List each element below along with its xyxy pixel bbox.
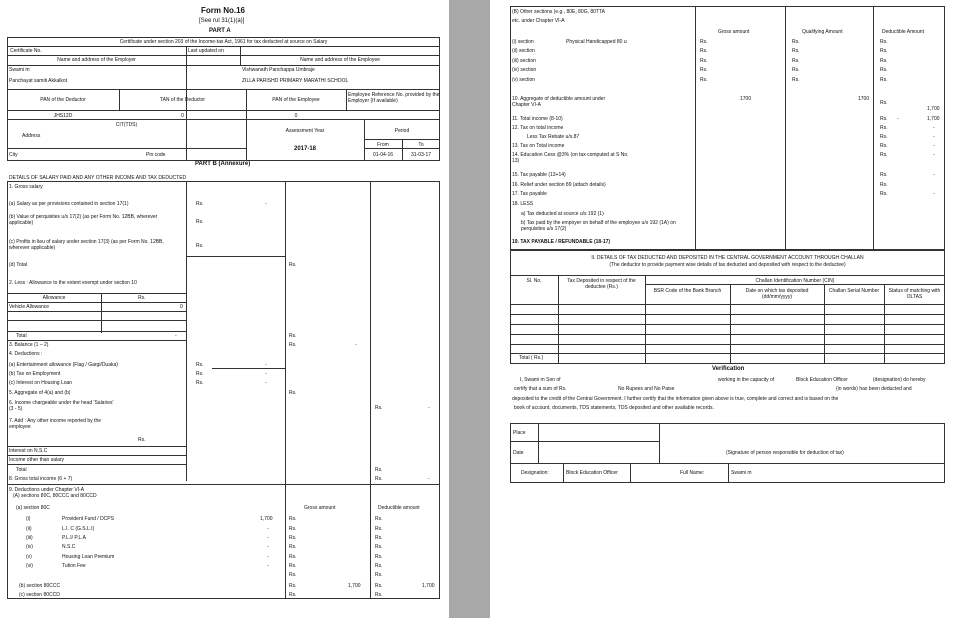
designation-label: Designation: — [521, 470, 549, 476]
tax-rebate-label: Less Tax Rebate u/s.87 — [527, 134, 580, 140]
gross-amount-col: Gross amount — [304, 505, 336, 511]
sec80ccc-label: (b) section 80CCC — [19, 583, 61, 589]
add-other-label: 7. Add : Any other income reported by the employee — [9, 418, 102, 430]
c-item-value: - — [267, 544, 269, 550]
tan-deductor-label: TAN of the Deductor — [159, 97, 206, 103]
deductible-amount-col: Deductible Amount — [882, 29, 924, 35]
c-item-number: (vi) — [26, 563, 33, 569]
c-item-rs: Rs. — [289, 526, 297, 532]
c-item-value: - — [267, 563, 269, 569]
gross-amount-col: Gross amount — [718, 29, 750, 35]
entertainment-label: (a) Entertainment allowance (Flag / Gargi/Duaka) — [9, 362, 118, 368]
section-ded-rs: Rs. — [880, 48, 888, 54]
form-rule: [See rul 31(1)(a)] — [199, 18, 245, 24]
c-item-label: L.I. C (G.S.L.I) — [62, 526, 95, 532]
emp-ref-label: Employee Reference No. provided by the Employer (If available) — [348, 92, 440, 104]
pincode-label: Pin code — [146, 152, 166, 158]
c-item-number: (i) — [26, 516, 31, 522]
c-item-rs: Rs. — [289, 516, 297, 522]
other-income-label: Income other than salary — [9, 457, 65, 463]
c-item-rs: Rs. — [289, 544, 297, 550]
designation-value: Block Education Officer — [566, 470, 618, 476]
from-value: 01-04-16 — [372, 152, 393, 158]
employee-name: Vishwanath Panchappa Umbraje — [242, 67, 315, 73]
verification-heading: Verification — [712, 366, 745, 372]
total-income-11: 11. Total income (8-10) — [512, 116, 563, 122]
tax-total-12: 12. Tax on total income — [512, 125, 564, 131]
c-item-ded-rs: Rs. — [375, 544, 383, 550]
aggregate-label: 5. Aggregate of 4(a) and (b) — [9, 390, 71, 396]
address-label: Address — [22, 133, 41, 139]
c-item-value: - — [267, 526, 269, 532]
section-number: (iii) section — [512, 58, 536, 64]
employer-header: Name and address of the Employer — [57, 57, 136, 63]
form-page-2: (B) Other sections (e.g., 80E, 80G, 80TTA etc. under Chapter VI-A Gross amount Qualifying Amount Deductible Amount (i) section Physical Handicapped 80 u Rs. Rs. Rs. (ii) section Rs. Rs. Rs. (iii) section Rs. Rs. Rs. (iv) section Rs. Rs. Rs. (v) section Rs. Rs. Rs. 10. Aggregate of deductible amount under Chapter VI-A 1700 1700 Rs. 1,700 11. Total income (8-10) Rs. - 1,700 12. Tax on total income Rs. - Less Tax Rebate u/s.87 Rs. - 13. Tax on Total income Rs. - 14. Education Cess @3% (on tax computed at S No. 13) Rs. - 15. Tax payable (13+14) Rs. - 16. Relief under section 89 (attach details) Rs. 17. Tax payable Rs. - 18. LESS a) Tax deducted at source u/s 192 (1) b) Tax paid by the empoyer on behalf of the employee u/s 192 (1A) on perquisites u/s 17(2) 19. TAX PAYABLE / REFUNDABLE (18-17) II. DETAILS OF TAX DEDUCTED AND DEPOSITED IN THE CENTRAL GOVERNMENT ACCOUNT THROUGH CHALLAN (The deductor to provide payment wise details of tax deducted and deposited with respect to the deductee) Sl. No. Tax Deposited in respect of the deductee (Rs.) Challan Identification Number (CIN) BSR Code of the Bank Branch Date on which tax deposited (dd/mm/yyyy) Challan Serial Number Status of matching with OLTAS Total ( Rs.) Verification I, Swami m Son of working in the capacity of Block Education Officer (designation) do hereby certify that a sum of Rs. No Rupees and No Paise (in words) has been deducted and deposited to the credit of the Central Government. I further certify that the information given above is true, complete and correct and is based on the book of account, documents, TDS statements, TDS deposited and other available records. Place Date (Signature of person responsible for deduction of tax) Designation: Block Education Officer Full Name: Swami m — [490, 0, 959, 618]
c-item-number: (iv) — [26, 544, 33, 550]
employer-address: Panchayat samiti Akkalkot — [9, 78, 68, 84]
allowance-col: Allowance — [42, 295, 66, 301]
form-title: Form No.16 — [201, 6, 246, 15]
section-ded-rs: Rs. — [880, 39, 888, 45]
ded-chapter-label: 9. Deductions under Chapter VI-A — [9, 487, 85, 493]
details-heading: DETAILS OF SALARY PAID AND ANY OTHER INCOME AND TAX DEDUCTED — [9, 175, 187, 181]
income-head-label: 6. Income chargeable under the head 'Salaries' (3 - 5) — [9, 400, 114, 412]
section-gross-rs: Rs. — [700, 58, 708, 64]
salary-171-label: (a) Salary as per provisions contained in section 17(1) — [9, 201, 129, 207]
vehicle-allowance: Vehicle Allowance — [9, 304, 50, 310]
cert-title: Certificate under section 203 of the Income-tax Act, 1961 for tax deducted at source on Salary — [119, 39, 328, 45]
part-b-label: PART B (Annexure) — [195, 161, 251, 167]
place-label: Place — [513, 430, 526, 436]
c-item-ded-rs: Rs. — [375, 535, 383, 541]
c-item-ded-rs: Rs. — [375, 554, 383, 560]
pan-employee-label: PAN of the Employee — [272, 97, 320, 103]
vehicle-value: 0 — [180, 304, 183, 310]
cit-label: CIT(TDS) — [115, 122, 138, 128]
c-item-rs: Rs. — [289, 554, 297, 560]
total-d-label: (d) Total — [9, 262, 27, 268]
c-item-number: (ii) — [26, 526, 32, 532]
oltas-col: Status of matching with OLTAS — [888, 288, 941, 300]
section-gross-rs: Rs. — [700, 67, 708, 73]
tax-employment-label: (b) Tax on Employment — [9, 371, 61, 377]
section-gross-rs: Rs. — [700, 48, 708, 54]
employer-name: Swami m — [9, 67, 30, 73]
tan-value: 0 — [181, 113, 184, 119]
section-qual-rs: Rs. — [792, 39, 800, 45]
tax-payable-17: 17. Tax payable — [512, 191, 547, 197]
less-18: 18. LESS — [512, 201, 534, 207]
sec80c-label: (a) section 80C — [16, 505, 50, 511]
c-item-ded-rs: Rs. — [375, 526, 383, 532]
section-qual-rs: Rs. — [792, 48, 800, 54]
date-deposit-col: Date on which tax deposited (dd/mm/yyyy) — [745, 288, 809, 300]
section-number: (iv) section — [512, 67, 537, 73]
challan-subtitle: (The deductor to provide payment wise details of tax deducted and deposited with respect to the deductee) — [609, 262, 846, 268]
tax-on-income-13: 13. Tax on Total income — [512, 143, 565, 149]
to-label: To — [418, 142, 424, 148]
section-number: (i) section — [512, 39, 534, 45]
to-value: 31-03-17 — [410, 152, 431, 158]
deductible-amount-col: Deductible amount — [378, 505, 420, 511]
c-item-label: Housing Loan Premium — [62, 554, 115, 560]
signature-label: (Signature of person responsible for deduction of tax) — [726, 450, 844, 456]
c-item-label: Provident Fund / DCPS — [62, 516, 114, 522]
other-sections-label: (B) Other sections (e.g., 80E, 80G, 80TTA — [512, 9, 606, 15]
section-qual-rs: Rs. — [792, 77, 800, 83]
perquisites-label: (b) Value of perquisites u/s 17(2) (as per Form No. 12BB, wherever applicable) — [9, 214, 158, 226]
tds-18a: a) Tax deducted at source u/s 192 (1) — [521, 211, 604, 217]
bsr-col: BSR Code of the Bank Branch — [653, 288, 722, 294]
c-item-value: 1,700 — [260, 516, 273, 522]
section-label: Physical Handicapped 80 u — [566, 39, 627, 45]
edu-cess-14: 14. Education Cess @3% (on tax computed at S No. 13) — [512, 152, 629, 164]
pan-employee-value: 0 — [294, 113, 298, 119]
c-item-label: N.S.C — [62, 544, 76, 550]
chapter-label: etc. under Chapter VI-A — [512, 18, 565, 24]
serial-col: Challan Serial Number — [828, 288, 880, 294]
aggregate-10-label: 10. Aggregate of deductible amount under Chapter VI-A — [512, 96, 606, 108]
assessment-year-value: 2017-18 — [293, 146, 317, 152]
c-item-value: - — [267, 535, 269, 541]
part-a-label: PART A — [209, 28, 231, 34]
sl-no-col: Sl. No. — [526, 278, 542, 284]
cert-no-label: Certificate No. — [10, 48, 42, 54]
tax-refundable-19: 19. TAX PAYABLE / REFUNDABLE (18-17) — [512, 239, 611, 245]
gross-total-label: 8. Gross total income (6 + 7) — [9, 476, 73, 482]
sec80ccd-label: (c) section 80CCD — [19, 592, 60, 598]
c-item-label: Tution Fee — [62, 563, 86, 569]
from-label: From — [377, 142, 389, 148]
c-item-ded-rs: Rs. — [375, 563, 383, 569]
deductions-label: 4. Deductions : — [9, 351, 43, 357]
form-page-1: Form No.16 [See rul 31(1)(a)] PART A Certificate under section 203 of the Income-tax Act, 1961 for tax deducted at source on Salary Certificate No. Last updated on Name and address of the Employer Name and address of the Employee Swami m Vishwanath Panchappa Umbraje Panchayat samiti Akkalkot ZILLA PARISHD PRIMARY MARATHI SCHOOL PAN of the Deductor TAN of the Deductor PAN of the Employee Employee Reference No. provided by the Employer (If available) JHS12D 0 0 CIT(TDS) Address Assessment Year Period From To 2017-18 City Pin code 01-04-16 31-03-17 PART B (Annexure) DETAILS OF SALARY PAID AND ANY OTHER INCOME AND TAX DEDUCTED 1. Gross salary (a) Salary as per provisions contained in section 17(1) Rs. - (b) Value of perquisites u/s 17(2) (as per Form No. 12BB, wherever applicable) Rs. (c) Profits in lieu of salary under section 17(3) (as per Form No. 12BB, wherever applicable) Rs. (d) Total Rs. 2. Less : Allowance to the extent exempt under section 10 Allowance Rs. Vehicle Allowance 0 Total - Rs. 3. Balance (1 – 2) Rs. - 4. Deductions : (a) Entertainment allowance (Flag / Gargi/Duaka) Rs. - (b) Tax on Employment Rs. - (c) Interest on Housing Loan Rs. - 5. Aggregate of 4(a) and (b) Rs. 6. Income chargeable under the head 'Salaries' (3 - 5) Rs. - 7. Add : Any other income reported by the employee Rs. Interest on N.S.C Income other than salary Total Rs. 8. Gross total income (6 + 7) Rs. - 9. Deductions under Chapter VI-A (A) sections 80C, 80CCC and 80CCD (a) section 80C Gross amount Deductible amount (i) Provident Fund / DCPS 1,700 Rs. Rs. (ii) L.I. C (G.S.L.I) - Rs. Rs. (iii) P.L.I/ P.L.A - Rs. Rs. (iv) N.S.C - Rs. Rs. (v) Housing Loan Premium - Rs. Rs. (vi) Tution Fee - Rs. Rs. Rs. Rs. (b) section 80CCC Rs. 1,700 Rs. 1,700 (c) section 80CCD Rs. Rs. — [0, 0, 449, 618]
section-gross-rs: Rs. — [700, 39, 708, 45]
section-qual-rs: Rs. — [792, 67, 800, 73]
employee-header: Name and address of the Employee — [300, 57, 380, 63]
qualifying-amount-col: Qualifying Amount — [802, 29, 843, 35]
allowance-total-label: Total — [16, 333, 27, 339]
full-name-value: Swami m — [731, 470, 752, 476]
c-item-label: P.L.I/ P.L.A — [62, 535, 87, 541]
section-number: (ii) section — [512, 48, 535, 54]
period-label: Period — [394, 128, 410, 134]
section-qual-rs: Rs. — [792, 58, 800, 64]
other-total-label: Total — [16, 467, 27, 473]
relief-16: 16. Relief under section 89 (attach details) — [512, 182, 606, 188]
balance-label: 3. Balance (1 – 2) — [9, 342, 49, 348]
section-ded-rs: Rs. — [880, 58, 888, 64]
c-item-rs: Rs. — [289, 535, 297, 541]
nsc-interest-label: Interest on N.S.C — [9, 448, 48, 454]
c-item-value: - — [267, 554, 269, 560]
section-ded-rs: Rs. — [880, 77, 888, 83]
city-label: City — [9, 152, 18, 158]
c-item-rs: Rs. — [289, 563, 297, 569]
c-item-number: (v) — [26, 554, 32, 560]
date-label: Date — [513, 450, 524, 456]
pan-deductor-label: PAN of the Deductor — [40, 97, 86, 103]
last-updated-label: Last updated on — [188, 48, 224, 54]
cin-col: Challan Identification Number (CIN) — [755, 278, 835, 284]
less-allowance-label: 2. Less : Allowance to the extent exempt under section 10 — [9, 280, 137, 286]
c-item-ded-rs: Rs. — [375, 516, 383, 522]
housing-interest-label: (c) Interest on Housing Loan — [9, 380, 73, 386]
total-rs-label: Total ( Rs.) — [519, 355, 544, 361]
page-gap — [449, 0, 490, 618]
section-ded-rs: Rs. — [880, 67, 888, 73]
profits-label: (c) Profits in lieu of salary under section 17(3) (as per Form No. 12BB, wherever applicable) — [9, 239, 164, 251]
assessment-year-label: Assessment Year — [285, 128, 325, 134]
challan-title: II. DETAILS OF TAX DEDUCTED AND DEPOSITED IN THE CENTRAL GOVERNMENT ACCOUNT THROUGH CHALLAN — [591, 255, 864, 261]
pan-value: JHS12D — [53, 113, 73, 119]
section-gross-rs: Rs. — [700, 77, 708, 83]
sec80c-header: (A) sections 80C, 80CCC and 80CCD — [13, 493, 97, 499]
full-name-label: Full Name: — [680, 470, 705, 476]
tax-deposited-col: Tax Deposited in respect of the deductee (Rs.) — [567, 278, 636, 290]
tax-payable-15: 15. Tax payable (13+14) — [512, 172, 566, 178]
section-number: (v) section — [512, 77, 536, 83]
tax-paid-18b: b) Tax paid by the empoyer on behalf of the employee u/s 192 (1A) on perquisites u/s 17(2) — [521, 220, 676, 232]
gross-salary-label: 1. Gross salary — [9, 184, 43, 190]
c-item-number: (iii) — [26, 535, 33, 541]
employee-address: ZILLA PARISHD PRIMARY MARATHI SCHOOL — [242, 78, 349, 84]
